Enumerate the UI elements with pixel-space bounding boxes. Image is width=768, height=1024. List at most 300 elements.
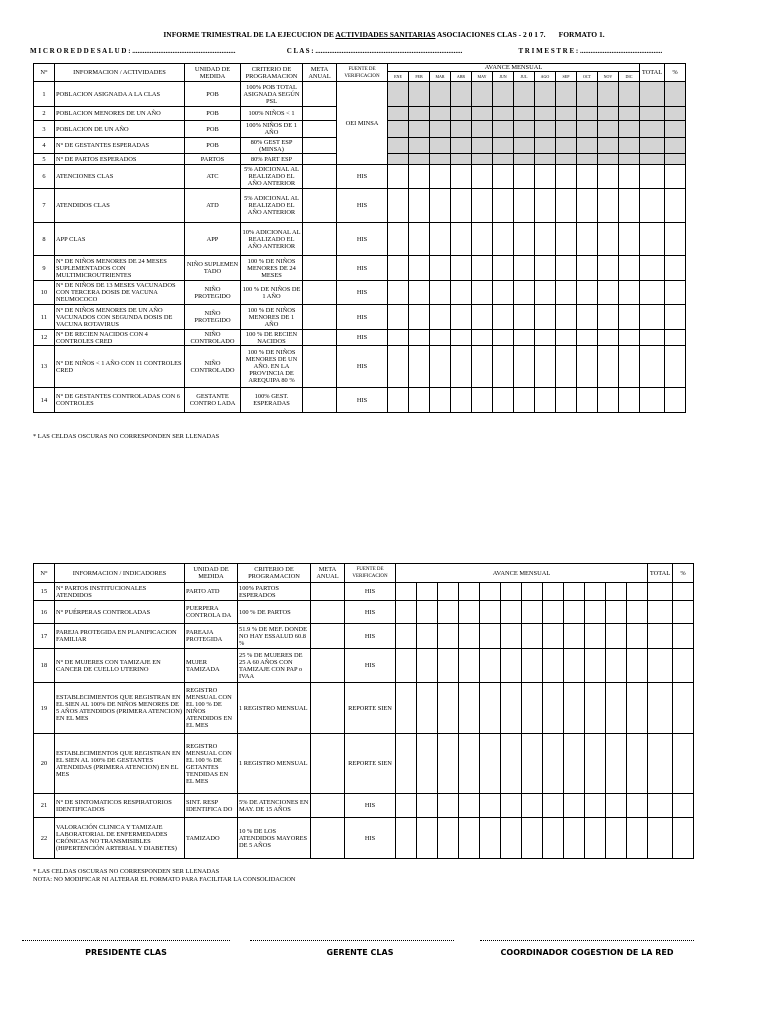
- pct-cell[interactable]: [665, 256, 686, 281]
- month-cell: [556, 121, 577, 138]
- row-meta-cell[interactable]: [303, 223, 337, 256]
- month-cell: [451, 107, 472, 121]
- table-row: [34, 281, 686, 305]
- month-cell[interactable]: [577, 388, 598, 413]
- row-meta-cell[interactable]: [303, 82, 337, 107]
- month-cell[interactable]: [459, 624, 480, 649]
- month-cell[interactable]: [472, 330, 493, 346]
- month-cell[interactable]: [556, 165, 577, 189]
- month-cell[interactable]: [501, 583, 522, 601]
- month-cell[interactable]: [543, 583, 564, 601]
- month-cell: [430, 107, 451, 121]
- row-meta-cell[interactable]: [303, 256, 337, 281]
- month-cell[interactable]: [514, 346, 535, 388]
- month-cell[interactable]: [598, 346, 619, 388]
- month-cell[interactable]: [430, 305, 451, 330]
- month-cell[interactable]: [627, 624, 648, 649]
- month-cell[interactable]: [417, 818, 438, 859]
- row-meta-cell[interactable]: [311, 734, 345, 794]
- pct-cell[interactable]: [665, 305, 686, 330]
- month-cell[interactable]: [396, 601, 417, 624]
- row-fuente: HIS: [337, 388, 388, 413]
- month-cell[interactable]: [535, 388, 556, 413]
- signature-line-gerente: [250, 940, 454, 941]
- month-cell[interactable]: [606, 601, 627, 624]
- month-cell[interactable]: [564, 583, 585, 601]
- month-cell[interactable]: [480, 601, 501, 624]
- row-number: 18: [34, 649, 55, 683]
- month-cell[interactable]: [501, 683, 522, 734]
- month-cell[interactable]: [543, 683, 564, 734]
- month-cell[interactable]: [522, 601, 543, 624]
- total-cell[interactable]: [640, 189, 665, 223]
- month-cell[interactable]: [627, 794, 648, 818]
- month-cell[interactable]: [493, 346, 514, 388]
- month-cell[interactable]: [430, 330, 451, 346]
- month-cell[interactable]: [619, 346, 640, 388]
- month-cell[interactable]: [514, 388, 535, 413]
- month-cell[interactable]: [543, 624, 564, 649]
- month-cell[interactable]: [417, 649, 438, 683]
- month-cell[interactable]: [606, 624, 627, 649]
- total-cell[interactable]: [648, 683, 673, 734]
- month-cell[interactable]: [396, 624, 417, 649]
- month-cell[interactable]: [577, 305, 598, 330]
- month-cell[interactable]: [577, 256, 598, 281]
- month-cell[interactable]: [556, 281, 577, 305]
- month-cell[interactable]: [619, 330, 640, 346]
- month-cell[interactable]: [472, 165, 493, 189]
- month-cell[interactable]: [451, 256, 472, 281]
- row-number: 7: [34, 189, 55, 223]
- month-cell[interactable]: [501, 601, 522, 624]
- month-cell[interactable]: [619, 223, 640, 256]
- pct-cell[interactable]: [665, 388, 686, 413]
- month-cell[interactable]: [514, 223, 535, 256]
- month-cell[interactable]: [585, 683, 606, 734]
- row-unidad: PARTOS: [185, 154, 241, 165]
- month-cell[interactable]: [535, 281, 556, 305]
- month-cell[interactable]: [388, 189, 409, 223]
- month-cell[interactable]: [438, 601, 459, 624]
- month-cell[interactable]: [543, 794, 564, 818]
- month-cell[interactable]: [438, 818, 459, 859]
- total-cell[interactable]: [640, 388, 665, 413]
- month-cell[interactable]: [585, 818, 606, 859]
- row-criterio: 5% ADICIONAL AL REALIZADO EL AÑO ANTERIOR: [241, 165, 303, 189]
- month-cell[interactable]: [627, 649, 648, 683]
- month-cell[interactable]: [480, 649, 501, 683]
- month-cell[interactable]: [522, 794, 543, 818]
- month-cell[interactable]: [480, 794, 501, 818]
- header-fuente: FUENTE DE VERIFICACION: [345, 564, 396, 583]
- month-cell[interactable]: [598, 330, 619, 346]
- row-meta-cell[interactable]: [311, 794, 345, 818]
- month-cell[interactable]: [501, 734, 522, 794]
- month-cell[interactable]: [409, 223, 430, 256]
- month-cell[interactable]: [396, 649, 417, 683]
- month-cell[interactable]: [556, 346, 577, 388]
- month-cell[interactable]: [606, 583, 627, 601]
- month-cell[interactable]: [585, 649, 606, 683]
- month-cell[interactable]: [585, 583, 606, 601]
- total-cell[interactable]: [648, 601, 673, 624]
- month-cell[interactable]: [493, 223, 514, 256]
- row-meta-cell[interactable]: [311, 683, 345, 734]
- table-row: [34, 794, 694, 818]
- month-cell[interactable]: [598, 223, 619, 256]
- month-cell[interactable]: [564, 794, 585, 818]
- signature-coordinador: COORDINADOR COGESTION DE LA RED: [500, 948, 674, 957]
- month-cell: [619, 82, 640, 107]
- month-cell[interactable]: [459, 649, 480, 683]
- row-criterio: 100 % DE NIÑOS MENORES DE UN AÑO. EN LA PROVINCIA DE AREQUIPA 80 %: [241, 346, 303, 388]
- month-cell[interactable]: [409, 256, 430, 281]
- month-cell[interactable]: [438, 583, 459, 601]
- row-info: APP CLAS: [55, 223, 185, 256]
- month-cell[interactable]: [417, 794, 438, 818]
- pct-cell[interactable]: [673, 683, 694, 734]
- pct-cell: [665, 138, 686, 154]
- month-cell[interactable]: [556, 388, 577, 413]
- row-meta-cell[interactable]: [303, 121, 337, 138]
- month-cell[interactable]: [388, 256, 409, 281]
- month-cell[interactable]: [480, 583, 501, 601]
- month-cell[interactable]: [619, 256, 640, 281]
- month-cell[interactable]: [627, 683, 648, 734]
- month-cell[interactable]: [480, 818, 501, 859]
- pct-cell[interactable]: [673, 601, 694, 624]
- pct-cell[interactable]: [673, 649, 694, 683]
- month-cell[interactable]: [480, 734, 501, 794]
- month-cell[interactable]: [619, 388, 640, 413]
- month-cell[interactable]: [493, 165, 514, 189]
- month-cell[interactable]: [493, 189, 514, 223]
- month-cell[interactable]: [577, 281, 598, 305]
- month-cell[interactable]: [564, 601, 585, 624]
- month-cell[interactable]: [430, 346, 451, 388]
- month-cell: [577, 138, 598, 154]
- month-cell[interactable]: [522, 734, 543, 794]
- month-cell[interactable]: [472, 189, 493, 223]
- row-number: 22: [34, 818, 55, 859]
- month-cell[interactable]: [556, 189, 577, 223]
- row-meta-cell[interactable]: [311, 818, 345, 859]
- month-cell[interactable]: [564, 734, 585, 794]
- month-cell[interactable]: [564, 649, 585, 683]
- month-cell[interactable]: [501, 818, 522, 859]
- row-meta-cell[interactable]: [303, 330, 337, 346]
- month-cell[interactable]: [577, 330, 598, 346]
- row-meta-cell[interactable]: [303, 281, 337, 305]
- row-criterio: 100 % DE NIÑOS MENORES DE 24 MESES: [241, 256, 303, 281]
- month-cell[interactable]: [535, 346, 556, 388]
- month-cell[interactable]: [627, 818, 648, 859]
- month-cell[interactable]: [409, 305, 430, 330]
- pct-cell[interactable]: [665, 330, 686, 346]
- month-cell[interactable]: [459, 794, 480, 818]
- month-cell[interactable]: [438, 624, 459, 649]
- month-cell[interactable]: [417, 601, 438, 624]
- row-meta-cell[interactable]: [311, 601, 345, 624]
- month-cell[interactable]: [493, 256, 514, 281]
- pct-cell: [665, 154, 686, 165]
- month-cell: [619, 154, 640, 165]
- row-number: 4: [34, 138, 55, 154]
- month-cell[interactable]: [627, 601, 648, 624]
- month-cell[interactable]: [388, 388, 409, 413]
- month-cell[interactable]: [619, 189, 640, 223]
- month-cell[interactable]: [627, 583, 648, 601]
- month-cell[interactable]: [522, 683, 543, 734]
- row-fuente: REPORTE SIEN: [345, 683, 396, 734]
- total-cell[interactable]: [640, 256, 665, 281]
- total-cell[interactable]: [640, 305, 665, 330]
- month-cell[interactable]: [472, 281, 493, 305]
- pct-cell[interactable]: [673, 734, 694, 794]
- month-cell[interactable]: [459, 734, 480, 794]
- month-cell[interactable]: [430, 165, 451, 189]
- month-cell[interactable]: [451, 346, 472, 388]
- month-cell[interactable]: [543, 601, 564, 624]
- total-cell[interactable]: [648, 794, 673, 818]
- month-cell[interactable]: [501, 649, 522, 683]
- row-number: 21: [34, 794, 55, 818]
- month-cell[interactable]: [409, 330, 430, 346]
- month-cell[interactable]: [409, 165, 430, 189]
- month-cell[interactable]: [438, 649, 459, 683]
- row-meta-cell[interactable]: [303, 388, 337, 413]
- month-cell[interactable]: [396, 583, 417, 601]
- month-cell[interactable]: [535, 223, 556, 256]
- row-meta-cell[interactable]: [303, 305, 337, 330]
- month-cell[interactable]: [417, 624, 438, 649]
- month-cell[interactable]: [493, 388, 514, 413]
- month-cell[interactable]: [514, 281, 535, 305]
- month-cell[interactable]: [396, 794, 417, 818]
- month-cell[interactable]: [388, 305, 409, 330]
- header-unidad: UNIDAD DE MEDIDA: [185, 564, 238, 583]
- month-cell[interactable]: [438, 683, 459, 734]
- month-header: DIC: [619, 72, 640, 82]
- table-row: [34, 82, 686, 107]
- month-cell[interactable]: [451, 189, 472, 223]
- total-cell[interactable]: [640, 330, 665, 346]
- month-cell[interactable]: [556, 330, 577, 346]
- month-cell[interactable]: [577, 223, 598, 256]
- month-cell[interactable]: [606, 649, 627, 683]
- row-meta-cell[interactable]: [303, 165, 337, 189]
- month-cell[interactable]: [472, 256, 493, 281]
- month-cell[interactable]: [396, 734, 417, 794]
- total-cell[interactable]: [648, 818, 673, 859]
- month-cell[interactable]: [480, 683, 501, 734]
- pct-cell[interactable]: [673, 583, 694, 601]
- month-cell[interactable]: [388, 281, 409, 305]
- row-meta-cell[interactable]: [303, 189, 337, 223]
- month-cell[interactable]: [598, 281, 619, 305]
- month-cell[interactable]: [472, 388, 493, 413]
- month-cell[interactable]: [564, 683, 585, 734]
- total-cell[interactable]: [648, 649, 673, 683]
- month-cell[interactable]: [585, 624, 606, 649]
- month-cell[interactable]: [430, 189, 451, 223]
- row-meta-cell[interactable]: [311, 624, 345, 649]
- row-meta-cell[interactable]: [303, 154, 337, 165]
- month-cell[interactable]: [409, 388, 430, 413]
- month-cell[interactable]: [430, 256, 451, 281]
- month-cell[interactable]: [493, 305, 514, 330]
- month-cell[interactable]: [522, 818, 543, 859]
- month-cell[interactable]: [438, 794, 459, 818]
- month-cell[interactable]: [451, 388, 472, 413]
- month-cell[interactable]: [417, 734, 438, 794]
- total-cell[interactable]: [648, 624, 673, 649]
- row-meta-cell[interactable]: [311, 583, 345, 601]
- month-cell[interactable]: [388, 346, 409, 388]
- month-cell[interactable]: [522, 649, 543, 683]
- month-cell[interactable]: [598, 388, 619, 413]
- month-cell[interactable]: [522, 624, 543, 649]
- month-cell[interactable]: [535, 256, 556, 281]
- row-fuente: HIS: [337, 346, 388, 388]
- month-cell[interactable]: [543, 649, 564, 683]
- header-meta: META ANUAL: [311, 564, 345, 583]
- header-info: INFORMACION / ACTIVIDADES: [55, 64, 185, 82]
- month-cell[interactable]: [409, 189, 430, 223]
- month-cell[interactable]: [451, 281, 472, 305]
- month-cell[interactable]: [514, 305, 535, 330]
- month-cell[interactable]: [388, 330, 409, 346]
- month-cell[interactable]: [451, 223, 472, 256]
- month-cell[interactable]: [598, 189, 619, 223]
- month-cell[interactable]: [606, 818, 627, 859]
- month-cell[interactable]: [556, 223, 577, 256]
- month-cell[interactable]: [459, 601, 480, 624]
- month-cell[interactable]: [409, 281, 430, 305]
- month-cell[interactable]: [396, 683, 417, 734]
- month-cell[interactable]: [459, 818, 480, 859]
- month-cell[interactable]: [606, 734, 627, 794]
- month-cell[interactable]: [396, 818, 417, 859]
- month-cell[interactable]: [619, 165, 640, 189]
- month-cell: [388, 82, 409, 107]
- month-cell[interactable]: [417, 683, 438, 734]
- month-cell[interactable]: [430, 281, 451, 305]
- month-cell[interactable]: [535, 165, 556, 189]
- month-cell[interactable]: [451, 305, 472, 330]
- pct-cell[interactable]: [673, 794, 694, 818]
- month-header: JUL: [514, 72, 535, 82]
- pct-cell[interactable]: [665, 346, 686, 388]
- month-cell[interactable]: [577, 346, 598, 388]
- month-cell[interactable]: [501, 794, 522, 818]
- month-cell[interactable]: [606, 683, 627, 734]
- pct-cell[interactable]: [673, 624, 694, 649]
- month-cell[interactable]: [564, 818, 585, 859]
- month-cell[interactable]: [388, 165, 409, 189]
- month-cell[interactable]: [619, 305, 640, 330]
- month-cell[interactable]: [480, 624, 501, 649]
- month-cell[interactable]: [556, 256, 577, 281]
- month-cell[interactable]: [543, 818, 564, 859]
- month-cell[interactable]: [627, 734, 648, 794]
- row-meta-cell[interactable]: [303, 346, 337, 388]
- month-cell[interactable]: [577, 165, 598, 189]
- pct-cell[interactable]: [665, 281, 686, 305]
- row-meta-cell[interactable]: [303, 107, 337, 121]
- month-cell[interactable]: [451, 330, 472, 346]
- month-cell[interactable]: [472, 346, 493, 388]
- month-cell[interactable]: [493, 330, 514, 346]
- row-meta-cell[interactable]: [303, 138, 337, 154]
- row-criterio: 25 % DE MUJERES DE 25 A 60 AÑOS CON TAMIZAJE CON PAP o IVAA: [238, 649, 311, 683]
- month-cell[interactable]: [430, 223, 451, 256]
- month-cell[interactable]: [522, 583, 543, 601]
- month-cell[interactable]: [472, 223, 493, 256]
- total-cell[interactable]: [640, 223, 665, 256]
- total-cell[interactable]: [648, 734, 673, 794]
- month-cell: [619, 138, 640, 154]
- row-criterio: 51.9 % DE MEF. DONDE NO HAY ESSALUD 60.8 %: [238, 624, 311, 649]
- month-cell[interactable]: [438, 734, 459, 794]
- month-cell[interactable]: [459, 683, 480, 734]
- month-cell[interactable]: [514, 256, 535, 281]
- month-cell[interactable]: [577, 189, 598, 223]
- month-cell[interactable]: [585, 734, 606, 794]
- month-cell[interactable]: [598, 256, 619, 281]
- month-header: SEP: [556, 72, 577, 82]
- month-cell[interactable]: [564, 624, 585, 649]
- month-cell: [388, 138, 409, 154]
- table-row: [34, 583, 694, 601]
- month-cell: [577, 82, 598, 107]
- month-cell[interactable]: [514, 189, 535, 223]
- month-cell[interactable]: [451, 165, 472, 189]
- pct-cell[interactable]: [665, 165, 686, 189]
- month-cell[interactable]: [598, 305, 619, 330]
- month-cell[interactable]: [493, 281, 514, 305]
- month-cell[interactable]: [619, 281, 640, 305]
- pct-cell[interactable]: [665, 189, 686, 223]
- pct-cell[interactable]: [673, 818, 694, 859]
- total-cell[interactable]: [640, 165, 665, 189]
- month-cell[interactable]: [585, 601, 606, 624]
- total-cell[interactable]: [648, 583, 673, 601]
- month-cell[interactable]: [535, 305, 556, 330]
- month-cell[interactable]: [556, 305, 577, 330]
- month-cell[interactable]: [409, 346, 430, 388]
- month-cell[interactable]: [501, 624, 522, 649]
- month-cell[interactable]: [543, 734, 564, 794]
- pct-cell[interactable]: [665, 223, 686, 256]
- month-cell[interactable]: [598, 165, 619, 189]
- month-cell[interactable]: [606, 794, 627, 818]
- month-cell[interactable]: [472, 305, 493, 330]
- month-cell[interactable]: [535, 189, 556, 223]
- row-meta-cell[interactable]: [311, 649, 345, 683]
- month-cell[interactable]: [585, 794, 606, 818]
- month-cell[interactable]: [388, 223, 409, 256]
- month-cell[interactable]: [459, 583, 480, 601]
- month-cell[interactable]: [430, 388, 451, 413]
- month-cell[interactable]: [535, 330, 556, 346]
- total-cell[interactable]: [640, 346, 665, 388]
- month-cell[interactable]: [417, 583, 438, 601]
- total-cell[interactable]: [640, 281, 665, 305]
- month-cell[interactable]: [514, 165, 535, 189]
- month-cell[interactable]: [514, 330, 535, 346]
